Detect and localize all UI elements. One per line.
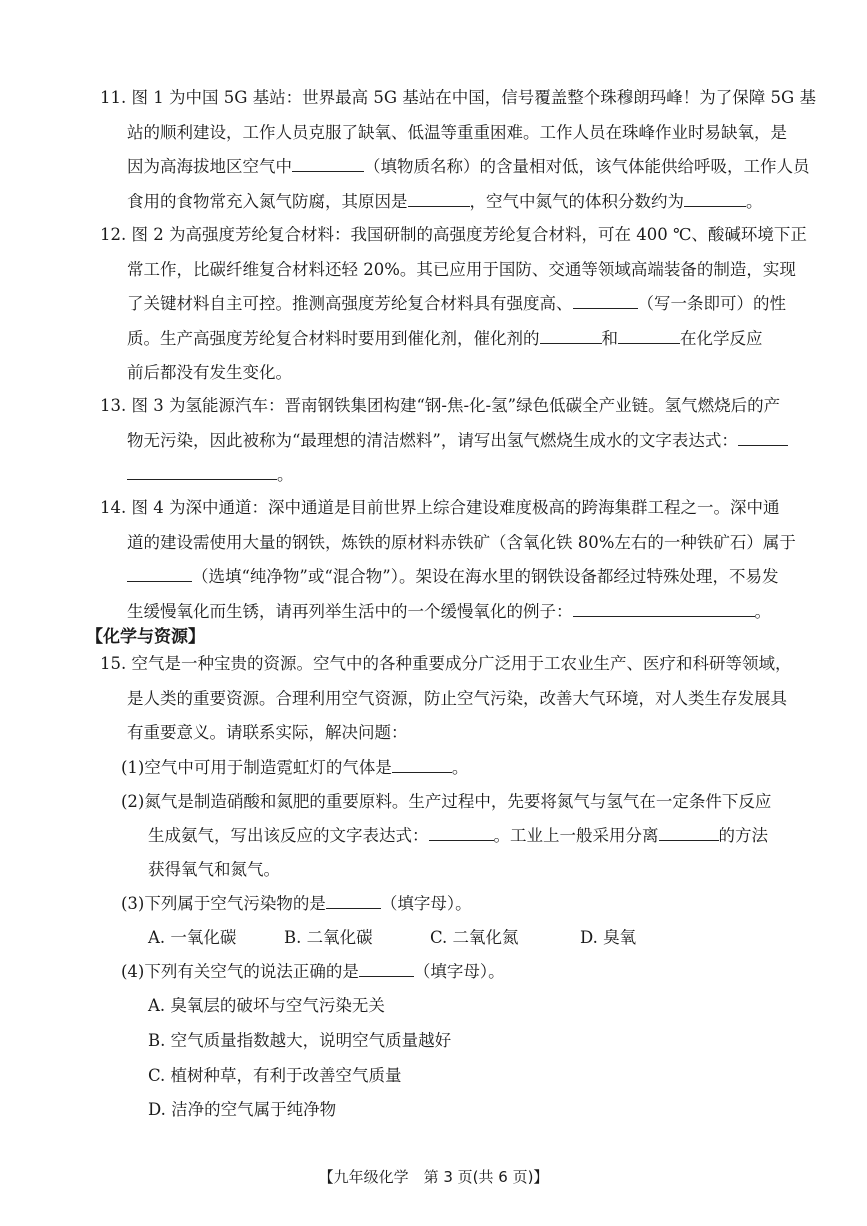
question-13 [100,389,781,493]
option-d[interactable]: D. 臭氧 [580,928,637,947]
answer-blank[interactable] [738,425,788,446]
answer-blank[interactable] [127,459,277,480]
q12-line3: 了关键材料自主可控。推测高强度芳纶复合材料具有强度高、 （写一条即可）的性 [100,287,770,322]
q13-line1: 13. 图 3 为氢能源汽车：晋南钢铁集团构建“钢-焦-化-氢”绿色低碳全产业链。氢气燃烧后的产 [100,396,781,415]
answer-blank[interactable] [359,956,414,977]
answer-blank[interactable] [392,752,452,773]
q14-line4: 生缓慢氧化而生锈，请再列举生活中的一个缓慢氧化的例子： 。 [100,595,770,630]
option-b[interactable]: B. 空气质量指数越大，说明空气质量越好 [148,1031,452,1050]
q15-sub2-line1: (2)氮气是制造硝酸和氮肥的重要原料。生产过程中，先要将氮气与氢气在一定条件下反应 [121,792,772,811]
answer-blank[interactable] [326,888,381,909]
option-b[interactable]: B. 二氧化碳 [284,928,373,947]
option-c[interactable]: C. 二氧化氮 [430,928,519,947]
answer-blank[interactable] [408,186,470,207]
q15-line1: 15. 空气是一种宝贵的资源。空气中的各种重要成分广泛用于工农业生产、医疗和科研等领域， [100,654,792,673]
q12-line2: 常工作，比碳纤维复合材料还轻 20%。其已应用于国防、交通等领域高端装备的制造，实现 [127,259,796,279]
q14-line2: 道的建设需使用大量的钢铁，炼铁的原材料赤铁矿（含氧化铁 80%左右的一种铁矿石）属于 [127,532,796,552]
q14-line1: 14. 图 4 为深中通道：深中通道是目前世界上综合建设难度极高的跨海集群工程之一。深中通 [100,498,780,517]
answer-blank[interactable] [573,288,638,309]
option-a[interactable]: A. 臭氧层的破坏与空气污染无关 [148,996,385,1015]
answer-blank[interactable] [618,323,680,344]
option-d[interactable]: D. 洁净的空气属于纯净物 [148,1100,337,1119]
q11-line2: 站的顺利建设，工作人员克服了缺氧、低温等重重困难。工作人员在珠峰作业时易缺氧，是 [127,122,787,142]
q11-line1: 11. 图 1 为中国 5G 基站：世界最高 5G 基站在中国，信号覆盖整个珠穆朗玛峰！为了保障 5G 基 [100,88,816,107]
q12-line4: 质。生产高强度芳纶复合材料时要用到催化剂，催化剂的 和 在化学反应 [100,322,770,357]
q15-line3: 有重要意义。请联系实际，解决问题： [127,723,408,742]
answer-blank[interactable] [127,561,192,582]
q15-sub1: (1)空气中可用于制造霓虹灯的气体是 。 [121,751,468,786]
answer-blank[interactable] [684,186,746,207]
answer-blank[interactable] [429,820,494,841]
answer-blank[interactable] [573,596,755,617]
q15-sub3: (3)下列属于空气污染物的是 （填字母）。 [121,887,472,922]
question-15 [100,647,792,751]
q11-line3: 因为高海拔地区空气中 （填物质名称）的含量相对低，该气体能供给呼吸，工作人员 [100,150,770,185]
q15-sub2-line2: 生成氨气，写出该反应的文字表达式： 。工业上一般采用分离 的方法 [148,819,768,854]
question-14 [100,491,796,629]
option-c[interactable]: C. 植树种草，有利于改善空气质量 [148,1066,402,1085]
q14-line3: （选填“纯净物”或“混合物”）。架设在海水里的钢铁设备都经过特殊处理，不易发 [100,560,770,595]
answer-blank[interactable] [540,323,602,344]
q13-line3: 。 [100,458,770,493]
answer-blank[interactable] [659,820,719,841]
question-12 [100,218,807,391]
q13-line2: 物无污染，因此被称为“最理想的清洁燃料”，请写出氢气燃烧生成水的文字表达式： [100,424,770,459]
question-11 [100,81,816,219]
page-footer: 【九年级化学 第 3 页(共 6 页)】 [318,1168,549,1186]
q15-sub4: (4)下列有关空气的说法正确的是 （填字母）。 [121,955,505,990]
q12-line5: 前后都没有发生变化。 [127,363,292,382]
option-a[interactable]: A. 一氧化碳 [148,928,237,947]
q15-sub2-line3: 获得氧气和氮气。 [148,860,280,879]
section-header: 【化学与资源】 [86,627,205,647]
q12-line1: 12. 图 2 为高强度芳纶复合材料：我国研制的高强度芳纶复合材料，可在 400 ℃、酸碱环境下正 [100,225,807,244]
q11-line4: 食用的食物常充入氮气防腐，其原因是 ，空气中氮气的体积分数约为 。 [100,185,770,220]
answer-blank[interactable] [292,151,364,172]
q15-line2: 是人类的重要资源。合理利用空气资源，防止空气污染，改善大气环境，对人类生存发展具 [127,688,787,708]
